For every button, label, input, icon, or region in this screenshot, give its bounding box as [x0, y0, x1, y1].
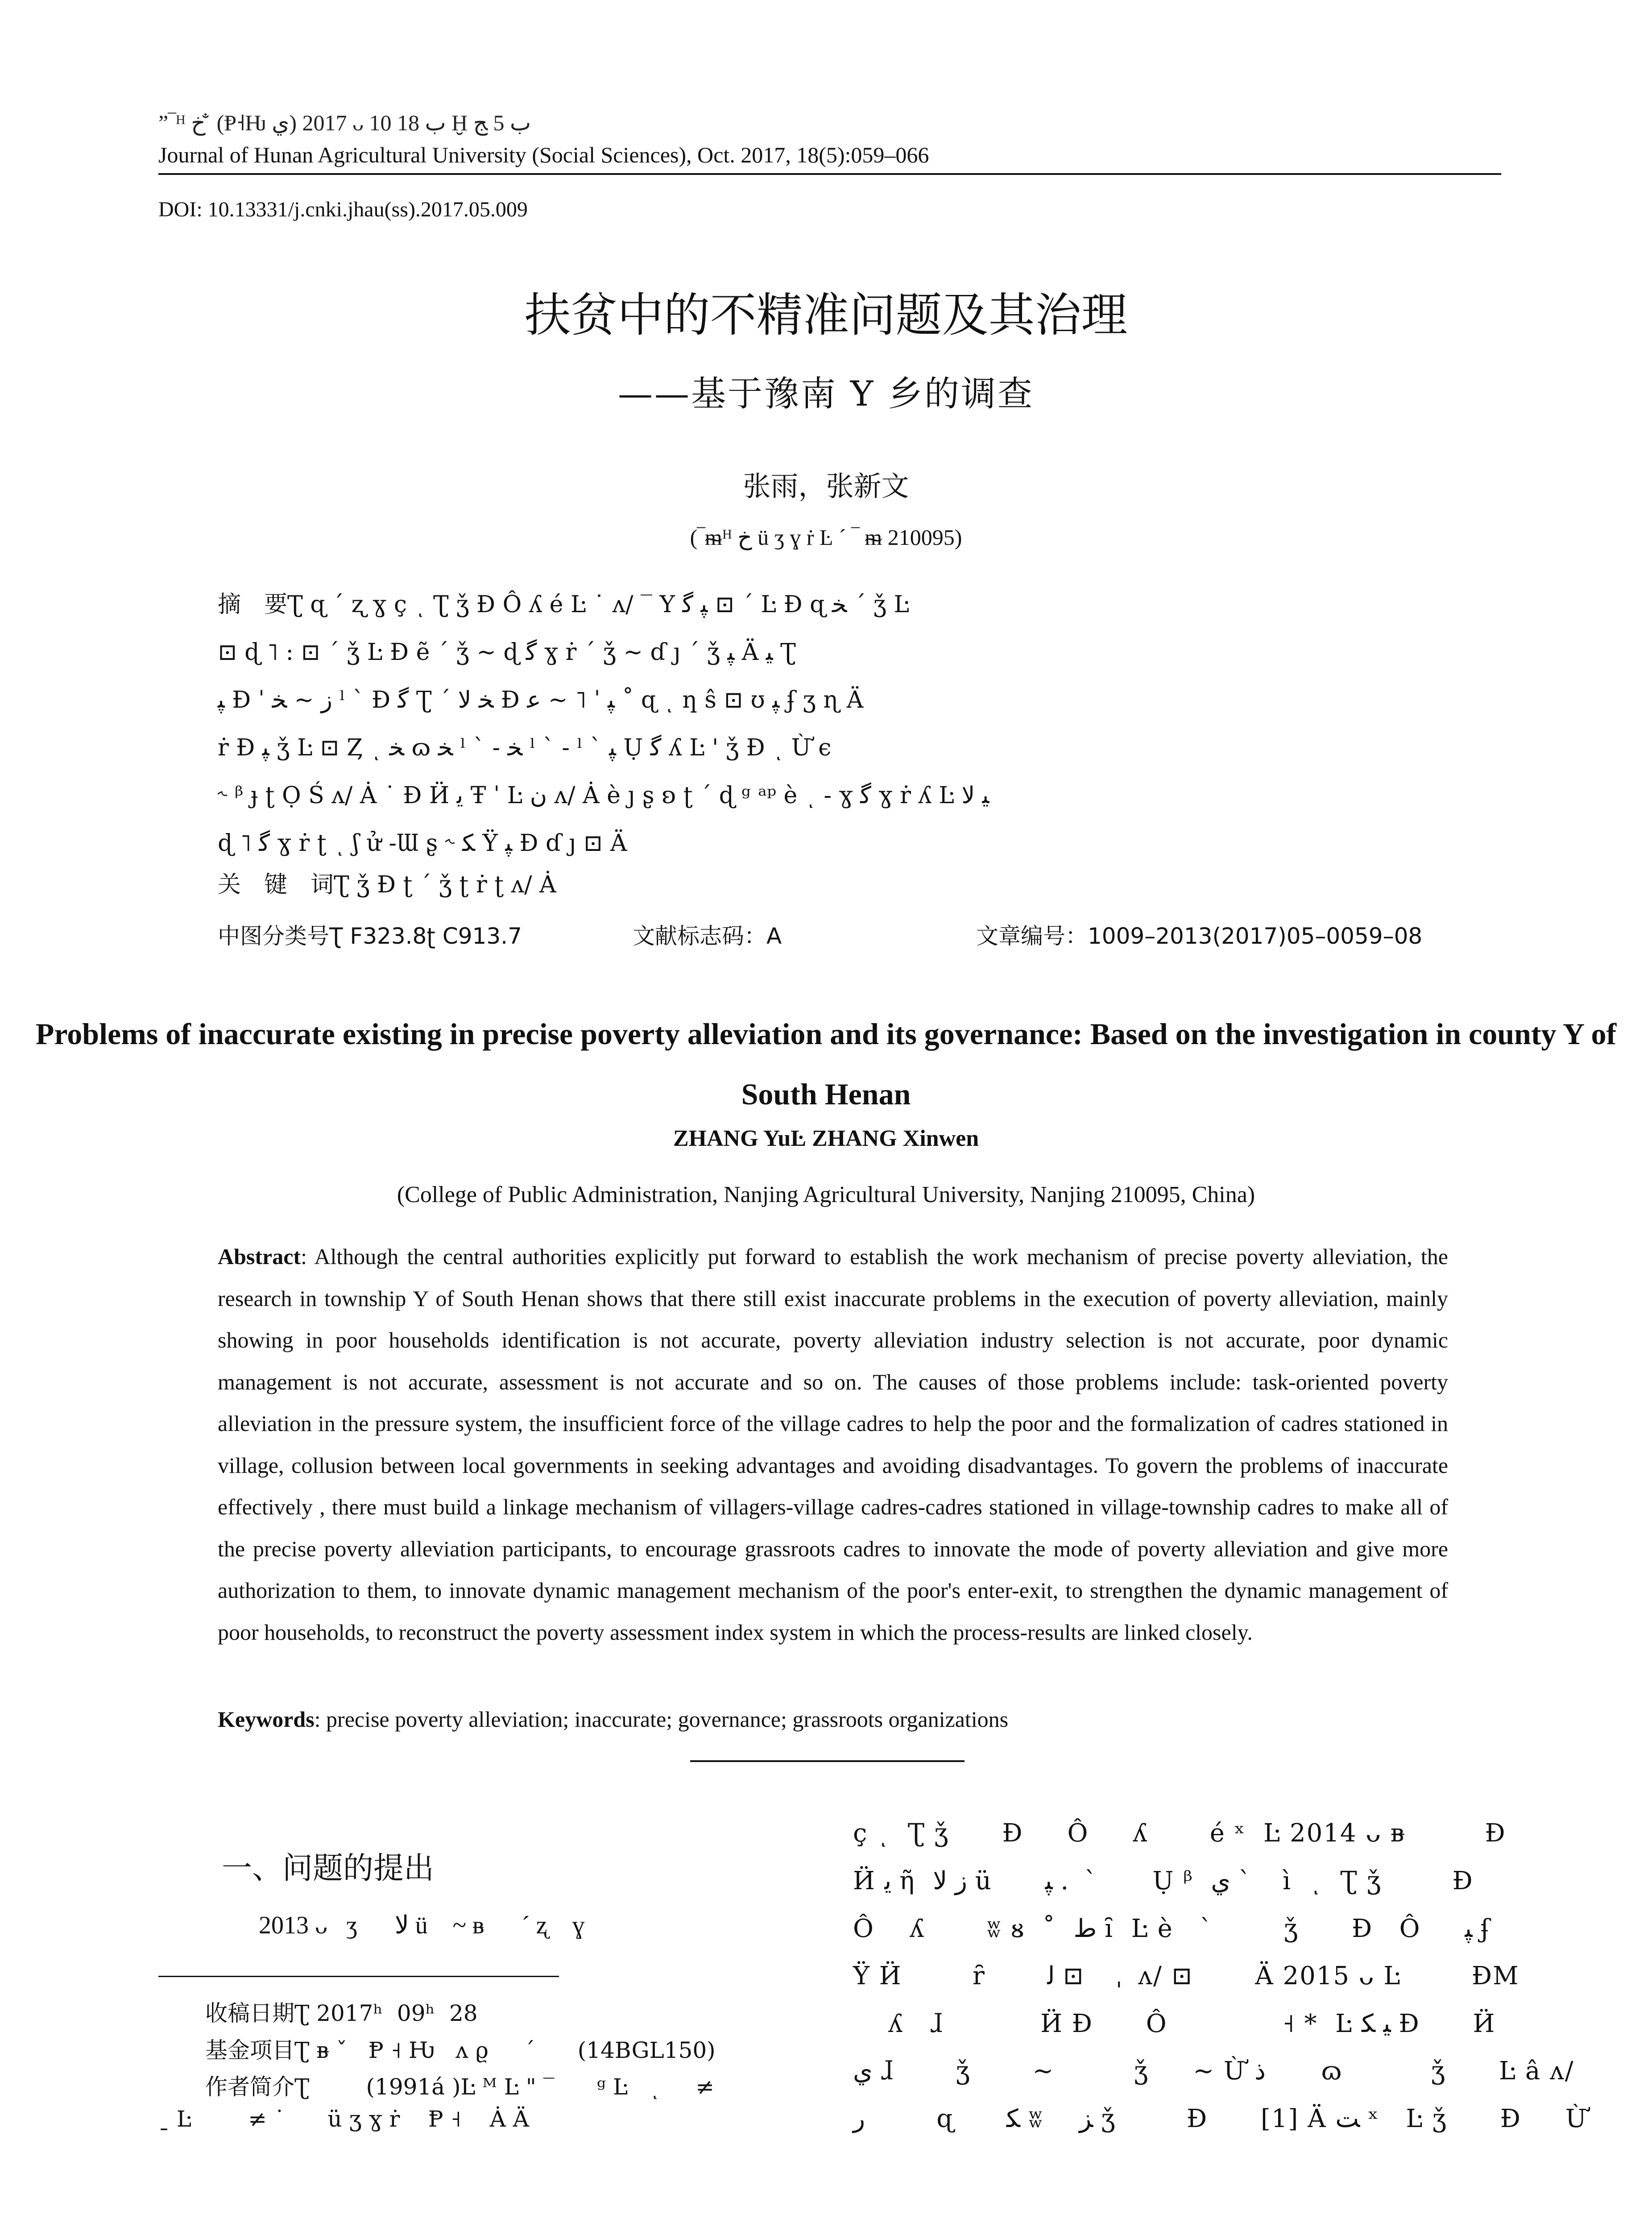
footnote-fund: 基金项目Ʈ ᴃ ˇ Ᵽ ˧ Ƕ ʌ ϱ ˊ (14BGL150): [205, 2037, 716, 2063]
body-line: Ÿ Ӥ ȓ ﻟ ⊡ ˌ ʌ/ ⊡ Ä 2015 ᴗ Ŀ ƉM: [853, 1961, 1520, 1990]
abstract-cn-line: ˞ ᵝ ɟ ʈ Ọ Ś ʌ/ Ȧ ˙ Đ Ӥ ﻳ Ŧ ˈ Ŀ ﻥ ʌ/ Ȧ è ȷ ʂ ʚ ʈ ˊ ɖ ᵍ ᵃᵖ è ͺ - ɣ ﮔ ɣ ṙ ʎ Ŀ ﻴ ﻻ: [218, 782, 990, 809]
paper-subtitle: ——基于豫南 Y 乡的调查: [617, 374, 1035, 414]
abstract-en: [218, 1236, 1448, 1653]
abstract-cn-line: ﭙ Đ ˈ ﺯ ~ ﺨ ˡ ˋ Đ ﮔ Ʈ ˊ ﺨ ﻻ Đ ﭙ ˈ ˥ ~ ﻋ ˚ ɋ ͺ ƞ ŝ ⊡ ʊ ﭙ ʄ ʒ ɳ Ä: [218, 687, 864, 713]
authors-cn: 张雨，张新文: [743, 470, 909, 502]
clc-number: 中图分类号Ʈ F323.8ʈ C913.7: [218, 923, 522, 949]
section-separator: [690, 1760, 965, 1762]
doi-line: DOI: 10.13331/j.cnki.jhau(ss).2017.05.009: [158, 198, 528, 221]
abstract-cn-line: ṙ Đ ﭙ ǯ Ŀ ⊡ Ȥ ͺ ﺨ ɷ ﺨ ˡ ˋ - ﺨ ˡ ˋ - ˡ ˋ ﭙ Ụ ﮔ ʎ Ŀ ' ǯ Đ ͺ Ừ ϵ: [218, 734, 832, 761]
keywords-en-text: : precise poverty alleviation; inaccurate; governance; grassroots organizations: [314, 1707, 1009, 1732]
abstract-cn-line: ⊡ ɖ ˥ : ⊡ ˊ ǯ Ŀ Đ ẽ ˊ ǯ ~ ɖ ﮔ ɣ ṙ ˊ ǯ ~ ɗ ȷ ˊ ǯ ﭙ Ä ﻴ Ʈ: [218, 639, 796, 666]
footnote-author-cont: ˍ Ŀ ≠ ˙ ü ʒ ɣ ṙ Ᵽ ˧ Ȧ Ä: [158, 2106, 529, 2132]
document-code: 文献标志码：A: [633, 923, 782, 949]
footnote-author: 作者简介Ʈ (1991á )Ŀ ᴹ Ŀ " ‾ ᵍ Ŀ ͺ ≠: [205, 2074, 715, 2100]
body-line: ç ͺ Ʈ ǯ Đ Ô ʎ é ˣ Ŀ 2014 ᴗ ᴃ Đ: [853, 1819, 1506, 1848]
body-line: Ӥ ﻳ ῆ ﺯ ﻻ ü ﭙ . ˋ Ụ ᵝ ﻱ ˋ ì ͺ Ʈ ǯ Đ: [853, 1866, 1474, 1895]
abstract-cn-label: 摘 要: [218, 591, 288, 618]
body-line: Ô ʎ ʬ ᴕ ˚ ﻁ ȋ Ŀ è ˋ ǯ Đ Ô ﭙ ʄ: [853, 1914, 1491, 1943]
footnote-rule: [158, 1976, 559, 1977]
abstract-en-label: Abstract: [218, 1244, 301, 1269]
affiliation-cn: (‾ᵯᴴ ﺥ ü ʒ ɣ ṙ Ŀ ˊ ‾ ᵯ 210095): [690, 525, 962, 550]
keywords-cn: [218, 866, 1445, 899]
abstract-en-text: : Although the central authorities explicitly put forward to establish the work mechanism of precise poverty alleviation, the research in township Y of South Henan shows that there still exist inaccurate problems in the execution of poverty alleviation, mainly showing in poor households identification is not accurate, poverty alleviation industry selection is not accurate, poor dynamic management is not accurate, assessment is not accurate and so on. The causes of those problems include: task-oriented poverty alleviation in the pressure system, the insufficient force of the village cadres to help the poor and the formalization of cadres stationed in village, collusion between local governments in seeking advantages and avoiding disadvantages. To govern the problems of inaccurate effectively , there must build a linkage mechanism of villagers-village cadres-cadres stationed in village-township cadres to make all of the precise poverty alleviation participants, to encourage grassroots cadres to innovate the mode of poverty alleviation and give more authorization to them, to innovate dynamic management mechanism of the poor's enter-exit, to strengthen the dynamic management of poor households, to reconstruct the poverty assessment index system in which the process-results are linked closely.: [218, 1244, 1448, 1645]
keywords-en-label: Keywords: [218, 1707, 315, 1732]
journal-header-cn: ”‾ᴴ ﺥ ̐ (Ᵽ˧Ƕ ﻱ) 2017 ᴗ 10 ﺏ 18 Ḫ ﺏ 5 ﺞ: [158, 110, 531, 135]
paper-title: 扶贫中的不精准问题及其治理: [524, 288, 1128, 342]
affiliation-en: (College of Public Administration, Nanjing Agricultural University, Nanjing 210095, China): [397, 1182, 1255, 1207]
keywords-cn-label: 关 键 词: [218, 871, 334, 898]
abstract-cn-line: 摘 要Ʈ ɋ ˊ ʐ ɣ ç ͺ Ʈ ǯ Đ Ô ʎ é Ŀ ˙ ʌ/ ‾ Y ﭙ ﮔ ⊡ ˊ Ŀ Đ ɋ ﺨ ˊ ǯ Ŀ: [218, 591, 909, 618]
keywords-en: [218, 1706, 1448, 1732]
header-rule: [158, 173, 1501, 175]
article-number: 文章编号：1009–2013(2017)05–0059–08: [976, 923, 1423, 949]
authors-en: ZHANG YuĿ ZHANG Xinwen: [673, 1126, 979, 1151]
footnote-received: 收稿日期Ʈ 2017ʰ 09ʰ 28: [205, 2000, 478, 2026]
english-title: Problems of inaccurate existing in precise poverty alleviation and its governance: Based on the investigation in county Y of South Henan: [35, 1017, 1617, 1111]
body-line: ﻱ ɺ ǯ ~ ǯ ~ Ừ ﺫ ɷ ǯ Ŀ â ʌ/: [853, 2057, 1574, 2086]
section-paragraph-start: 2013 ᴗ ʒ ﻻ ü ~ ᴃ ˊ ʐ ɣ: [259, 1912, 585, 1939]
journal-header-en: Journal of Hunan Agricultural University (Social Sciences), Oct. 2017, 18(5):059–066: [158, 142, 929, 167]
body-line: ﺭ ɋ ﻜ ʬ ﺰ ǯ Đ [1] Ä ﺖ ˣ Ŀ ǯ Đ Ừ: [853, 2104, 1588, 2133]
keywords-cn-text: Ʈ ǯ Đ ʈ ˊ ǯ ʈ ṙ ʈ ʌ/ Ȧ: [334, 871, 556, 898]
abstract-cn: [218, 581, 1445, 867]
body-line: ʎ ɺ Ӥ Đ Ô ˧ * Ŀ ﻴ ﮑ Đ Ӥ: [853, 2009, 1496, 2038]
abstract-cn-line: ɖ ˥ ﮔ ɣ ṙ ʈ ͺ ʃ ử -Ɯ ʂ ˞ ﻜ Ÿ ﭙ Đ ɗ ȷ ⊡ Ä: [218, 830, 627, 857]
section-heading: 一、问题的提出: [222, 1851, 435, 1886]
